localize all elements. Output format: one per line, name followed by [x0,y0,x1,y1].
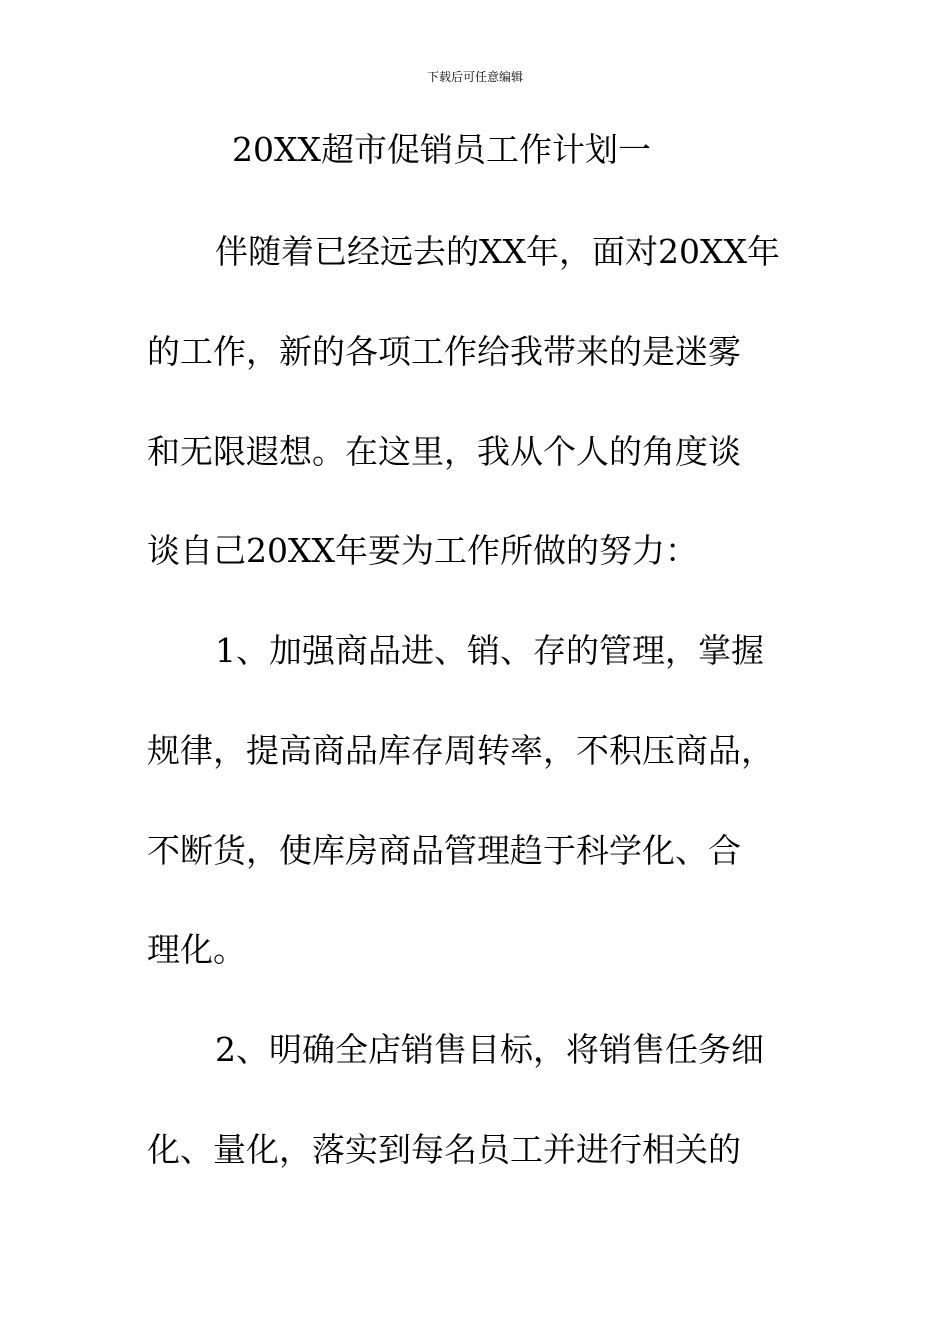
body-line: 谈自己20XX年要为工作所做的努力： [147,531,698,570]
body-line: 的工作，新的各项工作给我带来的是迷雾 [147,332,741,371]
body-line: 规律，提高商品库存周转率，不积压商品， [147,731,774,770]
body-line: 和无限遐想。在这里，我从个人的角度谈 [147,432,741,471]
body-line: 1、加强商品进、销、存的管理，掌握 [215,631,764,670]
page-header: 下载后可任意编辑 [426,70,523,84]
body-line: 化、量化，落实到每名员工并进行相关的 [147,1130,741,1169]
body-line: 2、明确全店销售目标，将销售任务细 [215,1030,764,1069]
document-title: 20XX超市促销员工作计划一 [232,130,651,169]
body-line: 不断货，使库房商品管理趋于科学化、合 [147,831,741,870]
body-line: 理化。 [147,930,246,969]
body-line: 伴随着已经远去的XX年，面对20XX年 [215,232,780,271]
